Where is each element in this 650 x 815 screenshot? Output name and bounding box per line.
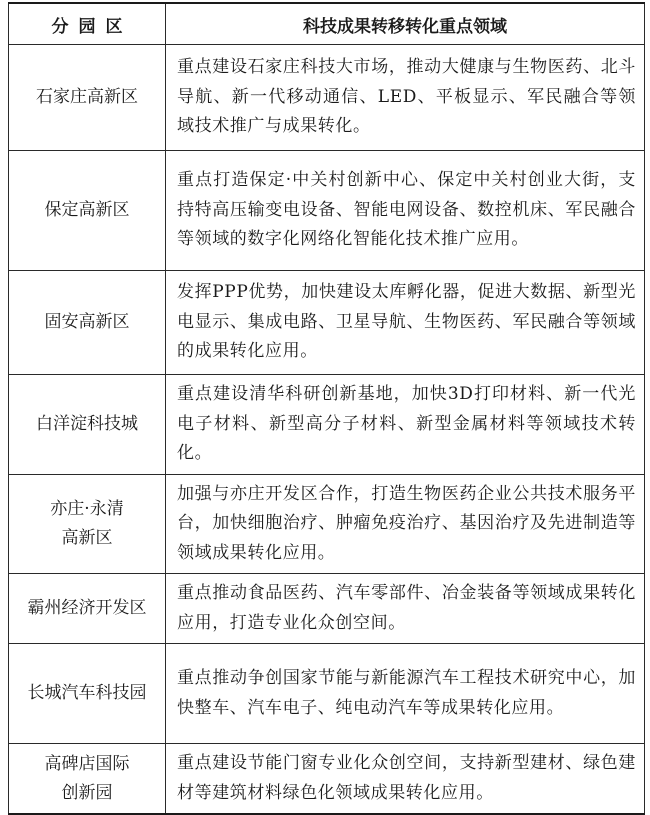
table-row <box>9 375 645 475</box>
zone-cell: 固安高新区 <box>9 271 166 375</box>
focus-cell: 重点打造保定·中关村创新中心、保定中关村创业大街，支持特高压输变电设备、智能电网设备、数控机床、军民融合等领域的数字化网络化智能化技术推广应用。 <box>166 151 645 271</box>
zone-cell: 保定高新区 <box>9 151 166 271</box>
tech-transfer-table <box>8 2 645 815</box>
focus-cell: 重点推动争创国家节能与新能源汽车工程技术研究中心，加快整车、汽车电子、纯电动汽车等成果转化应用。 <box>166 644 645 744</box>
zone-cell: 霸州经济开发区 <box>9 574 166 644</box>
focus-cell: 加强与亦庄开发区合作，打造生物医药企业公共技术服务平台，加快细胞治疗、肿瘤免疫治疗、基因治疗及先进制造等领域成果转化应用。 <box>166 474 645 574</box>
table-row <box>9 271 645 375</box>
table-row <box>9 744 645 815</box>
table-row <box>9 644 645 744</box>
table-row <box>9 474 645 574</box>
table-row <box>9 45 645 151</box>
header-focus: 科技成果转移转化重点领域 <box>166 3 645 45</box>
table-row <box>9 574 645 644</box>
table-row <box>9 151 645 271</box>
focus-cell: 发挥PPP优势，加快建设太库孵化器，促进大数据、新型光电显示、集成电路、卫星导航、生物医药、军民融合等领域的成果转化应用。 <box>166 271 645 375</box>
focus-cell: 重点推动食品医药、汽车零部件、冶金装备等领域成果转化应用，打造专业化众创空间。 <box>166 574 645 644</box>
zone-cell: 石家庄高新区 <box>9 45 166 151</box>
focus-cell: 重点建设清华科研创新基地，加快3D打印材料、新一代光电子材料、新型高分子材料、新型金属材料等领域技术转化。 <box>166 375 645 475</box>
focus-cell: 重点建设石家庄科技大市场，推动大健康与生物医药、北斗导航、新一代移动通信、LED、平板显示、军民融合等领域技术推广与成果转化。 <box>166 45 645 151</box>
table-header-row <box>9 3 645 45</box>
zone-cell: 长城汽车科技园 <box>9 644 166 744</box>
zone-cell: 高碑店国际 创新园 <box>9 744 166 815</box>
zone-cell: 白洋淀科技城 <box>9 375 166 475</box>
zone-cell: 亦庄·永清 高新区 <box>9 474 166 574</box>
header-zone: 分园区 <box>9 3 166 45</box>
focus-cell: 重点建设节能门窗专业化众创空间，支持新型建材、绿色建材等建筑材料绿色化领域成果转化应用。 <box>166 744 645 815</box>
document-page <box>8 2 644 815</box>
